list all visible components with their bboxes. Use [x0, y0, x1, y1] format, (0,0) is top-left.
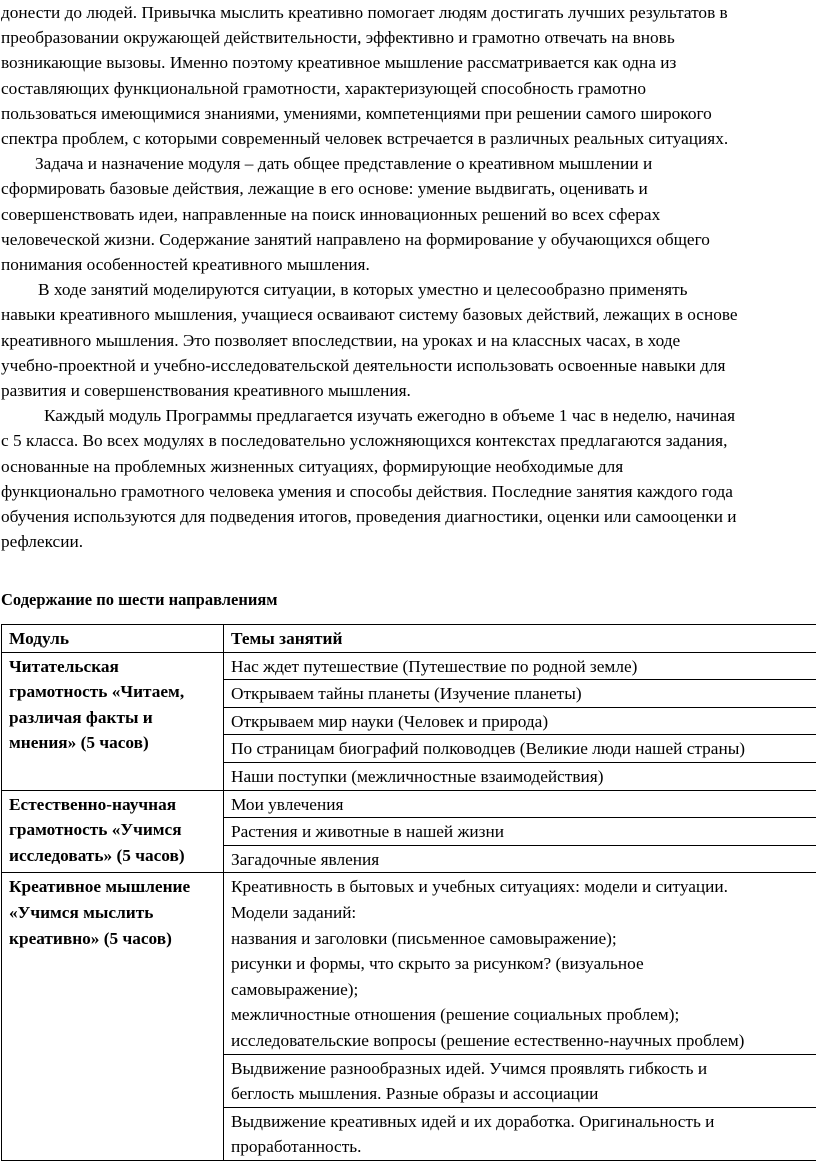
text-line: Каждый модуль Программы предлагается изучать ежегодно в объеме 1 час в неделю, начиная	[1, 403, 738, 428]
topic-line: По страницам биографий полководцев (Великие люди нашей страны)	[231, 736, 812, 762]
table-row	[2, 790, 816, 818]
topic-line: названия и заголовки (письменное самовыражение);	[231, 926, 812, 952]
module-cell	[2, 790, 224, 873]
topic-line: Наши поступки (межличностные взаимодействия)	[231, 764, 812, 790]
column-header-topics: Темы занятий	[224, 625, 816, 653]
text-line: учебно-проектной и учебно-исследовательской деятельности использовать освоенные навыки для	[1, 353, 738, 378]
topic-cell	[224, 873, 816, 1054]
text-line: основанные на проблемных жизненных ситуациях, формирующие необходимые для	[1, 454, 738, 479]
topic-cell	[224, 790, 816, 818]
module-name-line: Естественно-научная	[9, 792, 219, 818]
module-name-line: «Учимся мыслить	[9, 900, 219, 926]
topic-line: Растения и животные в нашей жизни	[231, 819, 812, 845]
text-line: с 5 класса. Во всех модулях в последовательно усложняющихся контекстах предлагаются задания,	[1, 428, 738, 453]
paragraph-2	[0, 151, 738, 277]
module-name-line: Креативное мышление	[9, 874, 219, 900]
body-text	[0, 0, 738, 554]
text-line: пользоваться имеющимися знаниями, умениями, компетенциями при решении самого широкого	[1, 101, 738, 126]
text-line: Задача и назначение модуля – дать общее представление о креативном мышлении и	[1, 151, 738, 176]
text-line: возникающие вызовы. Именно поэтому креативное мышление рассматривается как одна из	[1, 50, 738, 75]
text-line: человеческой жизни. Содержание занятий направлено на формирование у обучающихся общего	[1, 227, 738, 252]
column-header-module: Модуль	[2, 625, 224, 653]
module-cell	[2, 652, 224, 790]
module-name-line: исследовать» (5 часов)	[9, 843, 219, 869]
topic-line: исследовательские вопросы (решение естественно-научных проблем)	[231, 1028, 812, 1054]
text-line: рефлексии.	[1, 529, 738, 554]
module-name-line: грамотность «Учимся	[9, 817, 219, 843]
paragraph-3	[0, 277, 738, 403]
module-cell	[2, 873, 224, 1161]
module-name-line: Читательская	[9, 654, 219, 680]
topic-cell	[224, 680, 816, 708]
topic-cell	[224, 818, 816, 846]
text-line: В ходе занятий моделируются ситуации, в которых уместно и целесообразно применять	[1, 277, 738, 302]
topic-cell	[224, 1054, 816, 1107]
topic-line: Модели заданий:	[231, 900, 812, 926]
text-line: донести до людей. Привычка мыслить креативно помогает людям достигать лучших результатов в	[1, 0, 738, 25]
table-header-row	[2, 625, 816, 653]
module-name-line: мнения» (5 часов)	[9, 730, 219, 756]
text-line: навыки креативного мышления, учащиеся осваивают систему базовых действий, лежащих в основе	[1, 302, 738, 327]
text-line: функционально грамотного человека умения и способы действия. Последние занятия каждого года	[1, 479, 738, 504]
topic-cell	[224, 707, 816, 735]
text-line: понимания особенностей креативного мышления.	[1, 252, 738, 277]
topic-line: беглость мышления. Разные образы и ассоциации	[231, 1081, 812, 1107]
text-line: совершенствовать идеи, направленные на поиск инновационных решений во всех сферах	[1, 202, 738, 227]
text-line: составляющих функциональной грамотности, характеризующей способность грамотно	[1, 76, 738, 101]
paragraph-4	[0, 403, 738, 554]
text-line: развития и совершенствования креативного мышления.	[1, 378, 738, 403]
topic-line: Открываем мир науки (Человек и природа)	[231, 709, 812, 735]
topic-line: рисунки и формы, что скрыто за рисунком? (визуальное	[231, 951, 812, 977]
text-line: сформировать базовые действия, лежащие в его основе: умение выдвигать, оценивать и	[1, 176, 738, 201]
module-name-line: креативно» (5 часов)	[9, 926, 219, 952]
topic-line: Загадочные явления	[231, 847, 812, 873]
modules-table	[1, 624, 816, 1161]
text-line: спектра проблем, с которыми современный человек встречается в различных реальных ситуациях.	[1, 126, 738, 151]
text-line: креативного мышления. Это позволяет впоследствии, на уроках и на классных часах, в ходе	[1, 328, 738, 353]
section-title: Содержание по шести направлениям	[1, 590, 278, 610]
topic-cell	[224, 652, 816, 680]
topic-line: Креативность в бытовых и учебных ситуациях: модели и ситуации.	[231, 874, 812, 900]
text-line: обучения используются для подведения итогов, проведения диагностики, оценки или самооценки и	[1, 504, 738, 529]
topic-cell	[224, 735, 816, 763]
topic-line: Выдвижение разнообразных идей. Учимся проявлять гибкость и	[231, 1056, 812, 1082]
topic-cell	[224, 1107, 816, 1160]
topic-line: проработанность.	[231, 1134, 812, 1160]
topic-line: Выдвижение креативных идей и их доработка. Оригинальность и	[231, 1109, 812, 1135]
topic-line: Открываем тайны планеты (Изучение планеты)	[231, 681, 812, 707]
topic-cell	[224, 845, 816, 873]
table-row	[2, 652, 816, 680]
topic-line: Мои увлечения	[231, 792, 812, 818]
table-row	[2, 873, 816, 1054]
topic-cell	[224, 762, 816, 790]
module-name-line: различая факты и	[9, 705, 219, 731]
text-line: преобразовании окружающей действительности, эффективно и грамотно отвечать на вновь	[1, 25, 738, 50]
module-name-line: грамотность «Читаем,	[9, 679, 219, 705]
paragraph-1	[0, 0, 738, 151]
topic-line: Нас ждет путешествие (Путешествие по родной земле)	[231, 654, 812, 680]
topic-line: межличностные отношения (решение социальных проблем);	[231, 1002, 812, 1028]
topic-line: самовыражение);	[231, 977, 812, 1003]
